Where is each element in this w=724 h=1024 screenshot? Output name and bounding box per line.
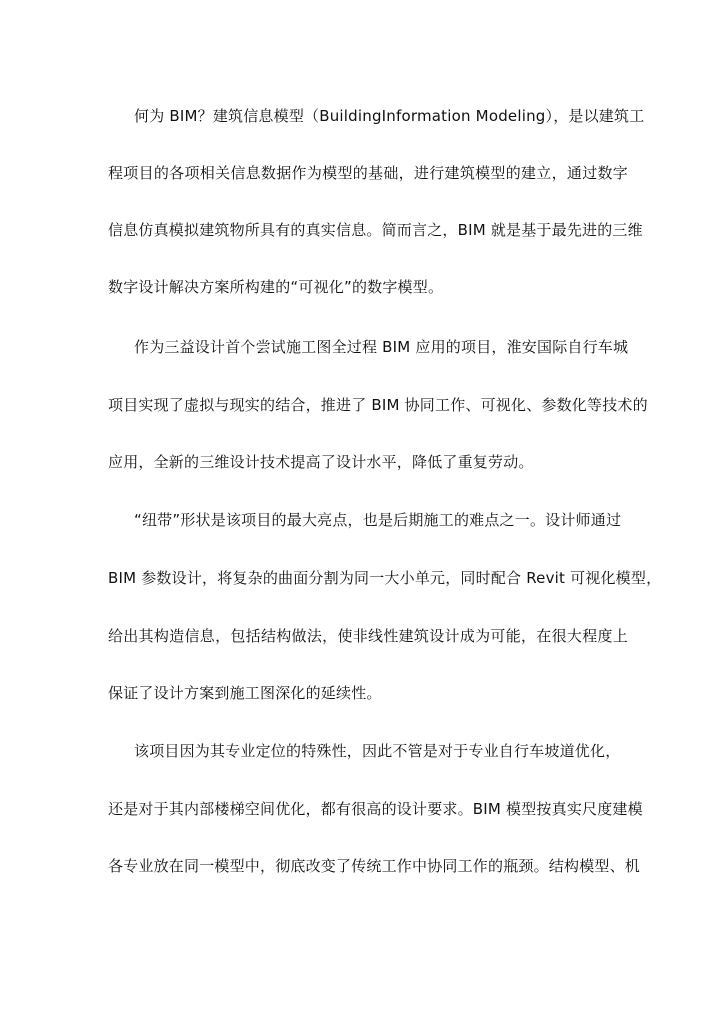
paragraph-4-line-3: 各专业放在同一模型中，彻底改变了传统工作中协同工作的瓶颈。结构模型、机 — [108, 857, 641, 875]
paragraph-4-line-2: 还是对于其内部楼梯空间优化，都有很高的设计要求。BIM 模型按真实尺度建模 — [108, 800, 643, 818]
paragraph-3-line-1: “纽带”形状是该项目的最大亮点，也是后期施工的难点之一。设计师通过 — [134, 511, 622, 529]
paragraph-1-line-4: 数字设计解决方案所构建的“可视化”的数字模型。 — [108, 278, 444, 296]
paragraph-3-line-3: 给出其构造信息，包括结构做法，使非线性建筑设计成为可能，在很大程度上 — [108, 627, 628, 645]
paragraph-1-line-2: 程项目的各项相关信息数据作为模型的基础，进行建筑模型的建立，通过数字 — [108, 164, 628, 182]
paragraph-4-line-1: 该项目因为其专业定位的特殊性，因此不管是对于专业自行车坡道优化， — [134, 742, 621, 760]
paragraph-3-line-4: 保证了设计方案到施工图深化的延续性。 — [108, 684, 382, 702]
paragraph-3-line-2: BIM 参数设计，将复杂的曲面分割为同一大小单元，同时配合 Revit 可视化模型， — [108, 569, 662, 587]
paragraph-2-line-2: 项目实现了虚拟与现实的结合，推进了 BIM 协同工作、可视化、参数化等技术的 — [108, 396, 648, 414]
paragraph-2-line-1: 作为三益设计首个尝试施工图全过程 BIM 应用的项目，淮安国际自行车城 — [134, 338, 629, 356]
paragraph-1-line-1: 何为 BIM？建筑信息模型（BuildingInformation Modeling），是以建筑工 — [134, 107, 645, 125]
paragraph-1-line-3: 信息仿真模拟建筑物所具有的真实信息。简而言之，BIM 就是基于最先进的三维 — [108, 221, 643, 239]
paragraph-2-line-3: 应用，全新的三维设计技术提高了设计水平，降低了重复劳动。 — [108, 453, 534, 471]
